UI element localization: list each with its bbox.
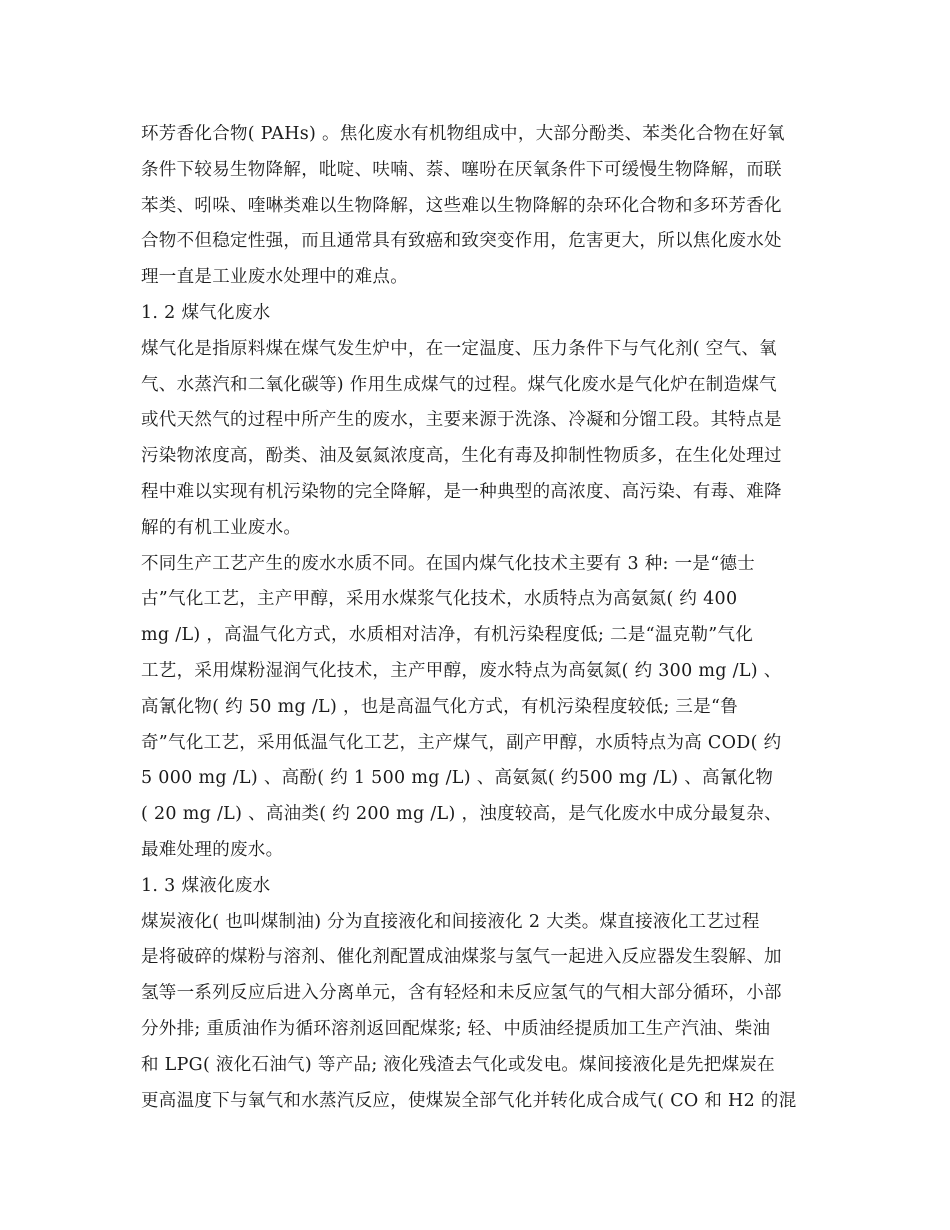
text-line: 5 000 mg /L) 、高酚( 约 1 500 mg /L) 、高氨氮( 约500 mg /L) 、高氰化物	[141, 768, 774, 789]
text-line: 不同生产工艺产生的废水水质不同。在国内煤气化技术主要有 3 种: 一是“德士	[141, 553, 756, 574]
text-line: 或代天然气的过程中所产生的废水，主要来源于洗涤、冷凝和分馏工段。其特点是	[141, 410, 782, 431]
text-line: 气、水蒸汽和二氧化碳等) 作用生成煤气的过程。煤气化废水是气化炉在制造煤气	[141, 374, 777, 395]
text-line: 氢等一系列反应后进入分离单元，含有轻烃和未反应氢气的气相大部分循环，小部	[141, 983, 782, 1004]
section-heading-1-2: 1. 2 煤气化废水	[141, 302, 271, 323]
text-line: mg /L) ，高温气化方式，水质相对洁净，有机污染程度低; 二是“温克勒”气化	[141, 625, 754, 646]
text-line: 程中难以实现有机污染物的完全降解，是一种典型的高浓度、高污染、有毒、难降	[141, 481, 782, 502]
text-line: 煤气化是指原料煤在煤气发生炉中，在一定温度、压力条件下与气化剂( 空气、氧	[141, 338, 777, 359]
section-heading-1-3: 1. 3 煤液化废水	[141, 875, 271, 896]
text-line: 理一直是工业废水处理中的难点。	[141, 267, 408, 288]
text-line: 环芳香化合物( PAHs) 。焦化废水有机物组成中，大部分酚类、苯类化合物在好氧	[141, 124, 785, 144]
text-line: 奇”气化工艺，采用低温气化工艺，主产煤气，副产甲醇，水质特点为高 COD( 约	[141, 732, 782, 753]
document-body	[141, 117, 821, 1119]
text-line: 条件下较易生物降解，吡啶、呋喃、萘、噻吩在厌氧条件下可缓慢生物降解，而联	[141, 159, 782, 180]
text-line: 最难处理的废水。	[141, 839, 284, 860]
text-line: 古”气化工艺，主产甲醇，采用水煤浆气化技术，水质特点为高氨氮( 约 400	[141, 589, 738, 610]
text-line: 合物不但稳定性强，而且通常具有致癌和致突变作用，危害更大，所以焦化废水处	[141, 231, 782, 252]
text-line: ( 20 mg /L) 、高油类( 约 200 mg /L) ，浊度较高，是气化废水中成分最复杂、	[141, 804, 782, 825]
text-line: 高氰化物( 约 50 mg /L) ，也是高温气化方式，有机污染程度较低; 三是“鲁	[141, 696, 739, 717]
text-line: 工艺，采用煤粉湿润气化技术，主产甲醇，废水特点为高氨氮( 约 300 mg /L) 、	[141, 660, 782, 681]
text-line: 污染物浓度高，酚类、油及氨氮浓度高，生化有毒及抑制性物质多，在生化处理过	[141, 446, 782, 467]
text-line: 分外排; 重质油作为循环溶剂返回配煤浆; 轻、中质油经提质加工生产汽油、柴油	[141, 1018, 771, 1039]
text-line: 是将破碎的煤粉与溶剂、催化剂配置成油煤浆与氢气一起进入反应器发生裂解、加	[141, 947, 782, 968]
text-line: 煤炭液化( 也叫煤制油) 分为直接液化和间接液化 2 大类。煤直接液化工艺过程	[141, 911, 760, 932]
text-line: 更高温度下与氧气和水蒸汽反应，使煤炭全部气化并转化成合成气( CO 和 H2 的混	[141, 1090, 797, 1111]
text-line: 和 LPG( 液化石油气) 等产品; 液化残渣去气化或发电。煤间接液化是先把煤炭在	[141, 1054, 775, 1075]
text-line: 苯类、吲哚、喹啉类难以生物降解，这些难以生物降解的杂环化合物和多环芳香化	[141, 195, 782, 216]
text-line: 解的有机工业废水。	[141, 517, 302, 538]
